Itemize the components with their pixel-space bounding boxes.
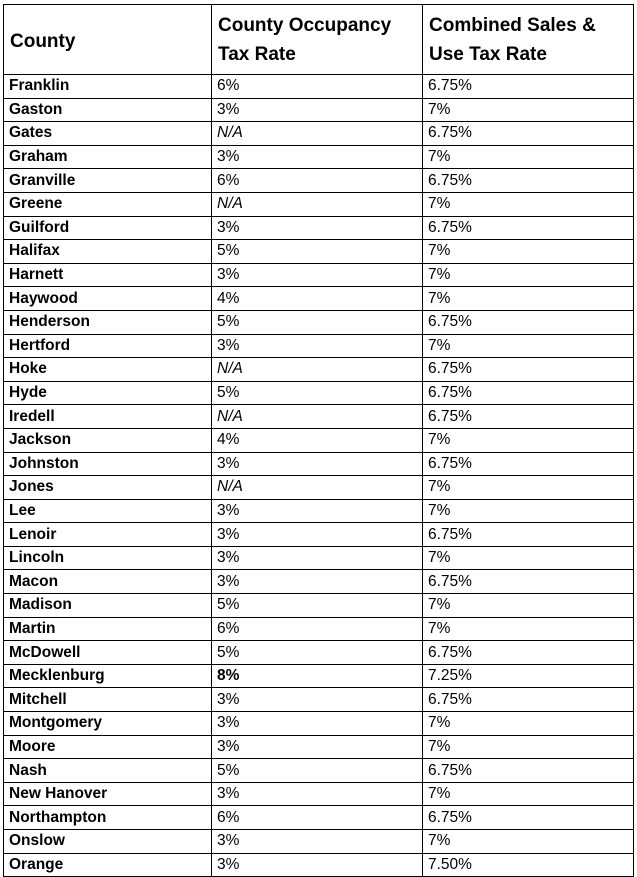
county-tax-rate-table — [3, 4, 634, 877]
table-row — [4, 546, 634, 570]
table-row — [4, 853, 634, 877]
table-row — [4, 145, 634, 169]
county-column-header: County — [4, 5, 212, 75]
county-name-cell: Harnett — [4, 263, 212, 287]
occupancy-tax-rate-cell: 5% — [212, 240, 423, 264]
combined-tax-rate-cell: 7% — [423, 499, 634, 523]
occupancy-tax-rate-cell: 3% — [212, 263, 423, 287]
table-row — [4, 122, 634, 146]
county-name-cell: Lincoln — [4, 546, 212, 570]
combined-tax-rate-cell: 7% — [423, 98, 634, 122]
occupancy-tax-rate-cell: N/A — [212, 476, 423, 500]
combined-tax-rate-cell: 6.75% — [423, 806, 634, 830]
occupancy-tax-rate-cell: 6% — [212, 75, 423, 99]
county-name-cell: Jackson — [4, 428, 212, 452]
occupancy-tax-rate-cell: 8% — [212, 664, 423, 688]
table-body — [4, 75, 634, 877]
combined-tax-rate-cell: 7% — [423, 735, 634, 759]
occupancy-tax-column-header: County Occupancy Tax Rate — [212, 5, 423, 75]
occupancy-tax-rate-cell: 3% — [212, 735, 423, 759]
occupancy-tax-rate-cell: 6% — [212, 806, 423, 830]
county-name-cell: Greene — [4, 192, 212, 216]
county-name-cell: Moore — [4, 735, 212, 759]
table-row — [4, 664, 634, 688]
table-header-row — [4, 5, 634, 75]
county-name-cell: Gaston — [4, 98, 212, 122]
table-row — [4, 830, 634, 854]
occupancy-tax-rate-cell: 3% — [212, 688, 423, 712]
combined-tax-rate-cell: 6.75% — [423, 169, 634, 193]
occupancy-tax-rate-cell: 3% — [212, 334, 423, 358]
table-row — [4, 499, 634, 523]
occupancy-tax-rate-cell: 3% — [212, 523, 423, 547]
combined-tax-rate-cell: 6.75% — [423, 75, 634, 99]
occupancy-tax-rate-cell: 5% — [212, 310, 423, 334]
county-name-cell: Nash — [4, 759, 212, 783]
occupancy-tax-rate-cell: 3% — [212, 499, 423, 523]
combined-tax-rate-cell: 7% — [423, 145, 634, 169]
combined-tax-rate-cell: 7% — [423, 263, 634, 287]
combined-tax-column-header: Combined Sales & Use Tax Rate — [423, 5, 634, 75]
table-row — [4, 641, 634, 665]
county-name-cell: Guilford — [4, 216, 212, 240]
combined-tax-rate-cell: 6.75% — [423, 641, 634, 665]
combined-tax-rate-cell: 6.75% — [423, 216, 634, 240]
table-row — [4, 806, 634, 830]
county-name-cell: Montgomery — [4, 712, 212, 736]
table-row — [4, 523, 634, 547]
combined-tax-rate-cell: 6.75% — [423, 688, 634, 712]
county-name-cell: Iredell — [4, 405, 212, 429]
combined-tax-rate-cell: 7% — [423, 594, 634, 618]
table-row — [4, 428, 634, 452]
combined-tax-rate-cell: 7% — [423, 334, 634, 358]
occupancy-tax-rate-cell: 4% — [212, 428, 423, 452]
county-name-cell: Hoke — [4, 358, 212, 382]
occupancy-tax-rate-cell: 3% — [212, 782, 423, 806]
combined-tax-rate-cell: 6.75% — [423, 358, 634, 382]
table-row — [4, 192, 634, 216]
table-row — [4, 688, 634, 712]
combined-tax-rate-cell: 7% — [423, 240, 634, 264]
combined-tax-rate-cell: 7% — [423, 192, 634, 216]
table-row — [4, 381, 634, 405]
table-row — [4, 405, 634, 429]
occupancy-tax-rate-cell: 3% — [212, 145, 423, 169]
occupancy-tax-rate-cell: 4% — [212, 287, 423, 311]
table-row — [4, 358, 634, 382]
occupancy-tax-rate-cell: 3% — [212, 570, 423, 594]
combined-tax-rate-cell: 6.75% — [423, 523, 634, 547]
county-name-cell: Henderson — [4, 310, 212, 334]
county-name-cell: Hyde — [4, 381, 212, 405]
occupancy-tax-rate-cell: 5% — [212, 759, 423, 783]
combined-tax-rate-cell: 6.75% — [423, 405, 634, 429]
county-name-cell: Jones — [4, 476, 212, 500]
combined-tax-rate-cell: 6.75% — [423, 381, 634, 405]
occupancy-tax-rate-cell: 3% — [212, 98, 423, 122]
combined-tax-rate-cell: 7% — [423, 428, 634, 452]
combined-tax-rate-cell: 7.50% — [423, 853, 634, 877]
occupancy-tax-rate-cell: N/A — [212, 122, 423, 146]
county-name-cell: Hertford — [4, 334, 212, 358]
table-row — [4, 476, 634, 500]
occupancy-tax-rate-cell: 5% — [212, 381, 423, 405]
table-row — [4, 240, 634, 264]
occupancy-tax-rate-cell: N/A — [212, 405, 423, 429]
combined-tax-rate-cell: 7% — [423, 617, 634, 641]
county-name-cell: Franklin — [4, 75, 212, 99]
combined-tax-rate-cell: 6.75% — [423, 452, 634, 476]
county-name-cell: Haywood — [4, 287, 212, 311]
occupancy-tax-rate-cell: 5% — [212, 641, 423, 665]
county-name-cell: Lee — [4, 499, 212, 523]
county-name-cell: Madison — [4, 594, 212, 618]
table-row — [4, 287, 634, 311]
combined-tax-rate-cell: 7% — [423, 830, 634, 854]
occupancy-tax-rate-cell: 3% — [212, 712, 423, 736]
combined-tax-rate-cell: 7% — [423, 712, 634, 736]
county-name-cell: Northampton — [4, 806, 212, 830]
table-row — [4, 735, 634, 759]
county-name-cell: New Hanover — [4, 782, 212, 806]
occupancy-tax-rate-cell: 3% — [212, 830, 423, 854]
county-name-cell: Graham — [4, 145, 212, 169]
county-name-cell: Macon — [4, 570, 212, 594]
occupancy-tax-rate-cell: 3% — [212, 452, 423, 476]
occupancy-tax-rate-cell: 5% — [212, 594, 423, 618]
combined-tax-rate-cell: 6.75% — [423, 310, 634, 334]
occupancy-tax-rate-cell: 6% — [212, 169, 423, 193]
table-row — [4, 570, 634, 594]
county-name-cell: Lenoir — [4, 523, 212, 547]
table-row — [4, 712, 634, 736]
county-name-cell: Johnston — [4, 452, 212, 476]
county-name-cell: Halifax — [4, 240, 212, 264]
table-row — [4, 98, 634, 122]
table-row — [4, 759, 634, 783]
county-name-cell: McDowell — [4, 641, 212, 665]
table-row — [4, 263, 634, 287]
occupancy-tax-rate-cell: 3% — [212, 546, 423, 570]
combined-tax-rate-cell: 7% — [423, 782, 634, 806]
county-name-cell: Mitchell — [4, 688, 212, 712]
combined-tax-rate-cell: 6.75% — [423, 759, 634, 783]
table-row — [4, 75, 634, 99]
county-name-cell: Granville — [4, 169, 212, 193]
occupancy-tax-rate-cell: 3% — [212, 853, 423, 877]
county-name-cell: Orange — [4, 853, 212, 877]
combined-tax-rate-cell: 7% — [423, 476, 634, 500]
table-row — [4, 452, 634, 476]
table-row — [4, 782, 634, 806]
county-name-cell: Martin — [4, 617, 212, 641]
county-name-cell: Onslow — [4, 830, 212, 854]
combined-tax-rate-cell: 6.75% — [423, 122, 634, 146]
county-name-cell: Gates — [4, 122, 212, 146]
table-row — [4, 169, 634, 193]
table-row — [4, 617, 634, 641]
combined-tax-rate-cell: 7.25% — [423, 664, 634, 688]
combined-tax-rate-cell: 7% — [423, 546, 634, 570]
occupancy-tax-rate-cell: N/A — [212, 358, 423, 382]
occupancy-tax-rate-cell: N/A — [212, 192, 423, 216]
county-name-cell: Mecklenburg — [4, 664, 212, 688]
occupancy-tax-rate-cell: 3% — [212, 216, 423, 240]
table-row — [4, 594, 634, 618]
combined-tax-rate-cell: 7% — [423, 287, 634, 311]
table-row — [4, 310, 634, 334]
occupancy-tax-rate-cell: 6% — [212, 617, 423, 641]
table-row — [4, 334, 634, 358]
combined-tax-rate-cell: 6.75% — [423, 570, 634, 594]
table-row — [4, 216, 634, 240]
